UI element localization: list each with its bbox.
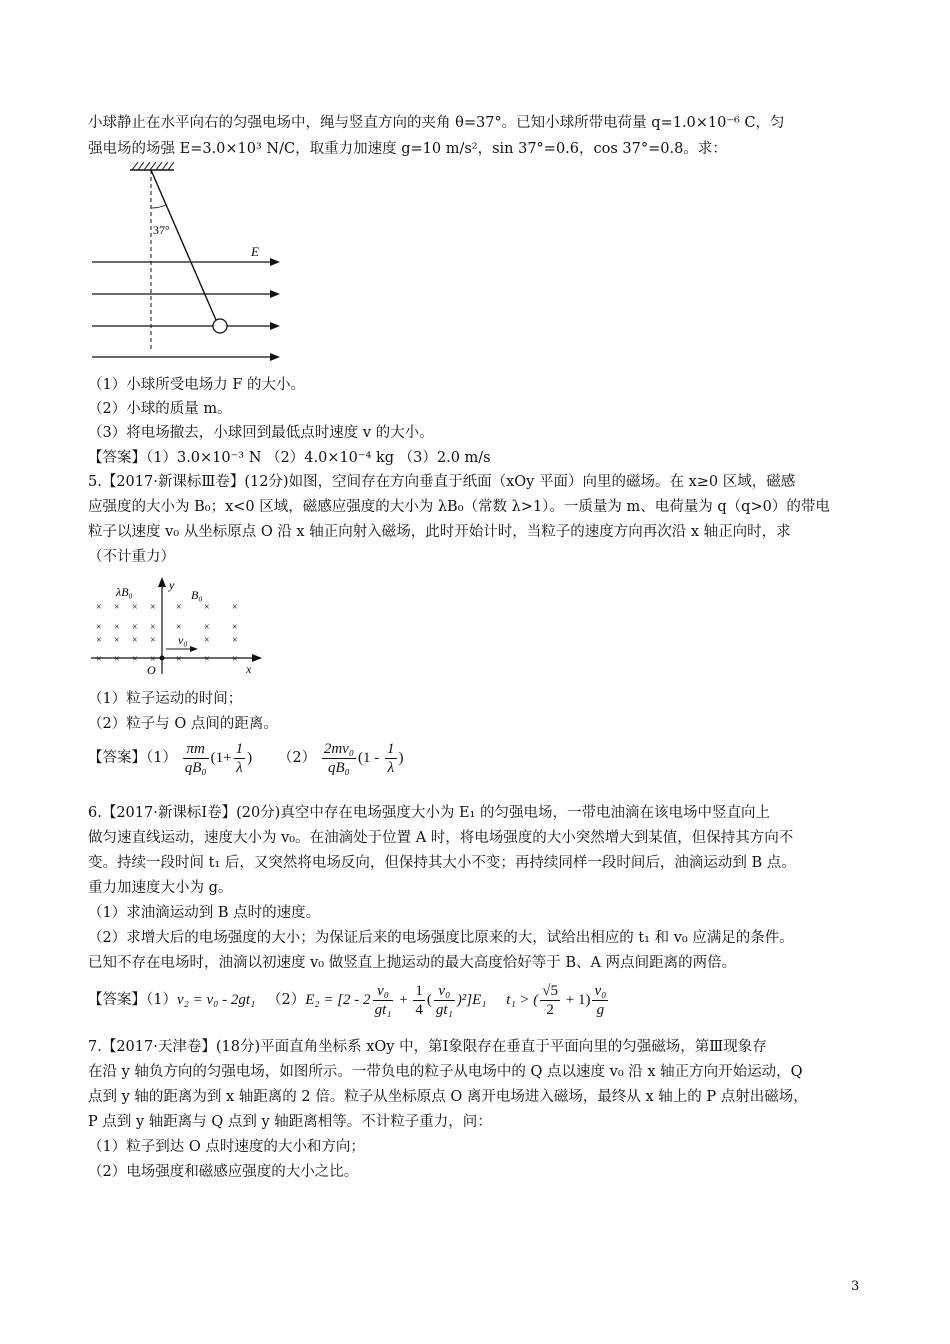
field-cross: × bbox=[114, 602, 120, 613]
field-cross: × bbox=[150, 602, 156, 613]
q6-paren-open: ( bbox=[426, 991, 432, 1008]
field-cross: × bbox=[204, 654, 210, 665]
q6-cond-head: t₁ > ( bbox=[506, 991, 539, 1008]
q4-answer: 【答案】（1）3.0×10⁻³ N （2）4.0×10⁻⁴ kg （3）2.0 m/s bbox=[88, 450, 491, 466]
field-cross: × bbox=[150, 622, 156, 633]
origin-label: O bbox=[147, 663, 156, 677]
q5-answer bbox=[88, 740, 404, 777]
q5-line-1: 5.【2017·新课标Ⅲ卷】(12分)如图，空间存在方向垂直于纸面（xOy 平面）向里的磁场。在 x≥0 区域，磁感 bbox=[88, 474, 796, 490]
q6-line-3: 变。持续一段时间 t₁ 后，又突然将电场反向，但保持其大小不变；再持续同样一段时间后，油滴运动到 B 点。 bbox=[88, 855, 796, 871]
q5-ans1-close: ) bbox=[247, 749, 253, 766]
q6-f1: $\frac{\text{v₀}}{\text{gt₁}}$ bbox=[374, 983, 392, 1018]
x-axis-arrow bbox=[252, 654, 262, 662]
q6-line-4: 重力加速度大小为 g。 bbox=[88, 880, 233, 896]
q6-plus: + bbox=[395, 991, 412, 1008]
q4-sub-2: （2）小球的质量 m。 bbox=[88, 401, 232, 417]
q5-ans1-tail: (1+ bbox=[210, 749, 232, 766]
velocity-arrowhead bbox=[190, 646, 198, 652]
field-cross: × bbox=[204, 602, 210, 613]
q5-sub-2: （2）粒子与 O 点间的距离。 bbox=[88, 716, 278, 732]
q5-sub-1: （1）粒子运动的时间； bbox=[88, 691, 243, 707]
q5-ans2-inner-fraction: $\frac{1}{\lambda}$ bbox=[387, 741, 395, 776]
q6-f2: $\frac{1}{4}$ bbox=[415, 983, 423, 1018]
intro-line-1: 小球静止在水平向右的匀强电场中，绳与竖直方向的夹角 θ=37°。已知小球所带电荷量 q=1.0×10⁻⁶ C，匀 bbox=[88, 115, 785, 131]
intro-line-2: 强电场的场强 E=3.0×10³ N/C，取重力加速度 g=10 m/s²，sin 37°=0.6，cos 37°=0.8。求： bbox=[88, 141, 727, 157]
field-arrowheads bbox=[270, 258, 280, 361]
q5-line-4: （不计重力） bbox=[88, 549, 175, 565]
q6-line-1: 6.【2017·新课标Ⅰ卷】(20分)真空中存在电场强度大小为 E₁ 的匀强电场，一带电油滴在该电场中竖直向上 bbox=[88, 805, 770, 821]
field-cross: × bbox=[176, 654, 182, 665]
field-cross: × bbox=[132, 602, 138, 613]
q5-ans2-tail: (1 - bbox=[358, 749, 384, 766]
field-cross: × bbox=[114, 635, 120, 646]
q5-line-2: 应强度的大小为 B₀；x<0 区域，磁感应强度的大小为 λB₀（常数 λ>1）。一质量为 m、电荷量为 q（q>0）的带电 bbox=[88, 499, 830, 515]
field-cross: × bbox=[204, 622, 210, 633]
q6-answer bbox=[88, 982, 610, 1019]
q6-f5: $\frac{\text{v₀}}{g}$ bbox=[594, 983, 607, 1018]
q7-sub-2: （2）电场强度和磁感应强度的大小之比。 bbox=[88, 1164, 359, 1180]
q5-ans2-close: ) bbox=[398, 749, 404, 766]
origin-dot bbox=[160, 656, 165, 661]
ball bbox=[213, 319, 227, 333]
q7-line-3: 点到 y 轴的距离为到 x 轴距离的 2 倍。粒子从坐标原点 O 离开电场进入磁场，最终从 x 轴上的 P 点射出磁场， bbox=[88, 1089, 808, 1105]
q5-line-3: 粒子以速度 v₀ 从坐标原点 O 沿 x 轴正向射入磁场，此时开始计时，当粒子的速度方向再次沿 x 轴正向时，求 bbox=[88, 524, 791, 540]
field-cross: × bbox=[204, 635, 210, 646]
field-cross: × bbox=[96, 602, 102, 613]
field-label: E bbox=[251, 244, 259, 259]
q5-answer-prefix: 【答案】（1） bbox=[88, 749, 177, 766]
field-crosses bbox=[96, 602, 238, 665]
q6-f3: $\frac{\text{v₀}}{\text{gt₁}}$ bbox=[435, 983, 453, 1018]
field-cross: × bbox=[232, 622, 238, 633]
q6-sub-2: （2）求增大后的电场强度的大小；为保证后来的电场强度比原来的大，试给出相应的 t₁ 和 v₀ 应满足的条件。 bbox=[88, 930, 794, 946]
q5-ans2-label: （2） bbox=[277, 749, 317, 766]
q7-line-4: P 点到 y 轴距离与 Q 点到 y 轴距离相等。不计粒子重力，问： bbox=[88, 1114, 492, 1130]
field-cross: × bbox=[96, 654, 102, 665]
q5-ans1-inner-fraction: $\frac{1}{\lambda}$ bbox=[235, 741, 244, 776]
angle-label: 37° bbox=[153, 223, 170, 237]
field-cross: × bbox=[150, 635, 156, 646]
field-cross: × bbox=[132, 654, 138, 665]
q4-sub-1: （1）小球所受电场力 F 的大小。 bbox=[88, 377, 306, 393]
field-cross: × bbox=[96, 635, 102, 646]
pendulum-figure bbox=[86, 160, 296, 368]
x-label: x bbox=[246, 662, 252, 676]
q7-line-2: 在沿 y 轴负方向的匀强电场，如图所示。一带负电的粒子从电场中的 Q 点以速度 v₀ 沿 x 轴正方向开始运动，Q bbox=[88, 1064, 803, 1080]
field-cross: × bbox=[232, 602, 238, 613]
field-cross: × bbox=[176, 622, 182, 633]
q4-sub-3: （3）将电场撤去，小球回到最低点时速度 v 的大小。 bbox=[88, 425, 434, 441]
q6-ans1: v₂ = v₀ - 2gt₁ bbox=[176, 991, 256, 1008]
q7-sub-1: （1）粒子到达 O 点时速度的大小和方向； bbox=[88, 1139, 365, 1155]
q5-ans1-fraction: $\frac{\pi m}{\text{qB₀}}$ bbox=[184, 741, 207, 776]
field-cross: × bbox=[96, 622, 102, 633]
q6-tail: )²]E₁ bbox=[456, 991, 487, 1008]
q7-line-1: 7.【2017·天津卷】(18分)平面直角坐标系 xOy 中，第Ⅰ象限存在垂直于平面向里的匀强磁场，第Ⅲ现象存 bbox=[88, 1039, 767, 1055]
b0-label: B₀ bbox=[191, 588, 203, 602]
q6-answer-prefix: 【答案】（1） bbox=[88, 991, 177, 1008]
lambda-b0-label: λB₀ bbox=[116, 585, 133, 599]
string-line bbox=[151, 170, 216, 320]
magnetic-field-figure bbox=[86, 572, 266, 678]
field-lines bbox=[92, 262, 274, 357]
y-label: y bbox=[169, 578, 175, 592]
q6-f4: $\frac{√5}{2}$ bbox=[542, 983, 559, 1018]
y-axis-arrow bbox=[158, 577, 166, 587]
field-cross: × bbox=[114, 654, 120, 665]
q6-ans2-label: （2） bbox=[266, 991, 306, 1008]
q6-sub-1: （1）求油滴运动到 B 点时的速度。 bbox=[88, 905, 321, 921]
v0-label: v₀ bbox=[178, 633, 188, 647]
q5-ans2-fraction: $\frac{\text{2mv₀}}{\text{qB₀}}$ bbox=[323, 741, 355, 776]
q6-ans2-head: E₂ = [2 - 2 bbox=[305, 991, 371, 1008]
field-cross: × bbox=[232, 654, 238, 665]
q6-sub-3: 已知不存在电场时，油滴以初速度 v₀ 做竖直上抛运动的最大高度恰好等于 B、A 两点间距离的两倍。 bbox=[88, 955, 737, 971]
field-cross: × bbox=[150, 654, 156, 665]
field-cross: × bbox=[132, 622, 138, 633]
angle-arc bbox=[151, 205, 166, 208]
q6-cond-mid: + 1) bbox=[562, 991, 591, 1008]
field-cross: × bbox=[176, 602, 182, 613]
ceiling-hatch bbox=[132, 162, 174, 170]
page-number: 3 bbox=[851, 1279, 860, 1294]
field-cross: × bbox=[232, 635, 238, 646]
field-cross: × bbox=[114, 622, 120, 633]
field-cross: × bbox=[132, 635, 138, 646]
q6-line-2: 做匀速直线运动，速度大小为 v₀。在油滴处于位置 A 时，将电场强度的大小突然增大到某值，但保持其方向不 bbox=[88, 830, 794, 846]
